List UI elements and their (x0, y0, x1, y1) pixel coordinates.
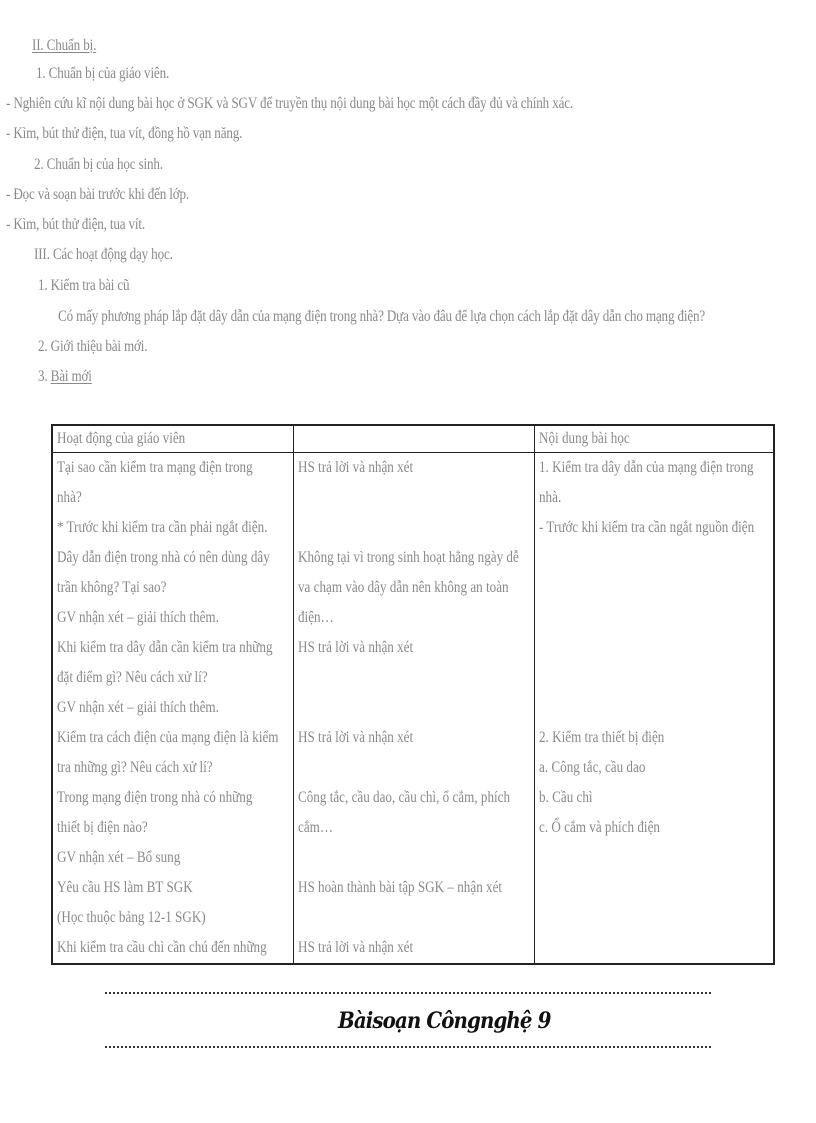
cell-line: 2. Kiểm tra thiết bị điện (538, 729, 664, 746)
cell-line (298, 753, 488, 783)
cell-line (298, 513, 488, 543)
dotted-divider-top (105, 992, 711, 994)
cell-line: HS trả lời và nhận xét (297, 639, 413, 656)
cell-line: (Học thuộc bảng 12-1 SGK) (57, 909, 206, 926)
header-teacher-activity: Hoạt động của giáo viên (52, 425, 293, 453)
cell-line: điện… (297, 609, 334, 626)
cell-line: nhà. (538, 489, 561, 506)
cell-line: Không tại vì trong sinh hoạt hằng ngày dễ (297, 549, 519, 566)
cell-line (539, 633, 728, 663)
subheading-student-prep: 2. Chuẩn bị của học sinh. (34, 156, 163, 173)
header-lesson-content: Nội dung bài học (534, 425, 774, 453)
cell-line: Trong mạng điện trong nhà có những (57, 789, 253, 806)
student-prep-item-2: - Kìm, bút thử điện, tua vít. (6, 216, 146, 233)
cell-line (298, 843, 488, 873)
table-header-row (52, 425, 774, 453)
cell-line: HS trả lời và nhận xét (297, 939, 413, 956)
cell-line: b. Cầu chì (538, 789, 593, 806)
footer-signature: Bàisoạn Côngnghệ 9 (338, 1008, 551, 1034)
cell-line: HS hoàn thành bài tập SGK – nhận xét (297, 879, 502, 896)
teacher-activity-cell (52, 453, 293, 965)
cell-line: trần không? Tại sao? (57, 579, 167, 596)
cell-line: 1. Kiểm tra dây dẫn của mạng điện trong (538, 459, 754, 476)
section-heading-preparation: II. Chuẩn bị. (32, 37, 97, 54)
lesson-content-cell (534, 453, 774, 965)
cell-line: a. Công tắc, cầu dao (538, 759, 645, 776)
cell-line (298, 663, 488, 693)
cell-line: thiết bị điện nào? (57, 819, 148, 836)
cell-line (539, 663, 728, 693)
cell-line (539, 693, 728, 723)
cell-line: Công tắc, cầu dao, cầu chì, ổ cắm, phích (297, 789, 510, 806)
review-question: Có mấy phương pháp lắp đặt dây dẫn của mạng điện trong nhà? Dựa vào đâu để lựa chọn cách lắp đặt dây dẫn cho mạng điện? (58, 308, 706, 325)
teacher-prep-item-2: - Kìm, bút thử điện, tua vít, đồng hồ vạn năng. (6, 125, 243, 142)
cell-line: c. Ổ cắm và phích điện (538, 819, 660, 836)
cell-line: HS trả lời và nhận xét (297, 729, 413, 746)
subheading-review: 1. Kiểm tra bài cũ (38, 277, 130, 294)
new-lesson-label: Bài mới (50, 368, 92, 385)
cell-line: Yêu cầu HS làm BT SGK (57, 879, 193, 896)
cell-line: Khi kiểm tra cầu chì cần chú đến những (57, 939, 267, 956)
subheading-introduction: 2. Giới thiệu bài mới. (38, 338, 148, 355)
cell-line (539, 933, 728, 963)
table-body-row (52, 453, 774, 965)
student-activity-cell (293, 453, 534, 965)
cell-line (539, 603, 728, 633)
cell-line: Dây dẫn điện trong nhà có nên dùng dây (57, 549, 270, 566)
cell-line: HS trả lời và nhận xét (297, 459, 413, 476)
cell-line: cắm… (297, 819, 333, 836)
cell-line (539, 873, 728, 903)
cell-line: GV nhận xét – giải thích thêm. (57, 609, 219, 626)
cell-line: va chạm vào dây dẫn nên không an toàn (297, 579, 509, 596)
cell-line: Tại sao cần kiểm tra mạng điện trong (57, 459, 253, 476)
teacher-prep-item-1: - Nghiên cứu kĩ nội dung bài học ở SGK và SGV để truyền thụ nội dung bài học một cách đầy đủ và chính xác. (6, 95, 574, 112)
header-student-activity (293, 425, 534, 453)
cell-line (539, 573, 728, 603)
cell-line: đặt điểm gì? Nêu cách xử lí? (57, 669, 208, 686)
dotted-divider-bottom (105, 1046, 711, 1048)
cell-line (539, 543, 728, 573)
lesson-activity-table (51, 424, 775, 965)
subheading-new-lesson: 3. Bài mới (38, 368, 92, 385)
cell-line: Khi kiểm tra dây dẫn cần kiểm tra những (57, 639, 273, 656)
cell-line: - Trước khi kiểm tra cần ngắt nguồn điện (538, 519, 754, 536)
cell-line: GV nhận xét – Bổ sung (57, 849, 181, 866)
section-heading-activities: III. Các hoạt động dạy học. (34, 246, 173, 263)
cell-line: tra những gì? Nêu cách xử lí? (57, 759, 213, 776)
cell-line: GV nhận xét – giải thích thêm. (57, 699, 219, 716)
cell-line (539, 843, 728, 873)
cell-line: * Trước khi kiểm tra cần phải ngắt điện. (57, 519, 268, 536)
cell-line (539, 903, 728, 933)
student-prep-item-1: - Đọc và soạn bài trước khi đến lớp. (6, 186, 190, 203)
cell-line: nhà? (57, 489, 82, 506)
subheading-teacher-prep: 1. Chuẩn bị của giáo viên. (36, 65, 170, 82)
cell-line: Kiểm tra cách điện của mạng điện là kiểm (57, 729, 279, 746)
cell-line (298, 693, 488, 723)
cell-line (298, 483, 488, 513)
cell-line (298, 903, 488, 933)
